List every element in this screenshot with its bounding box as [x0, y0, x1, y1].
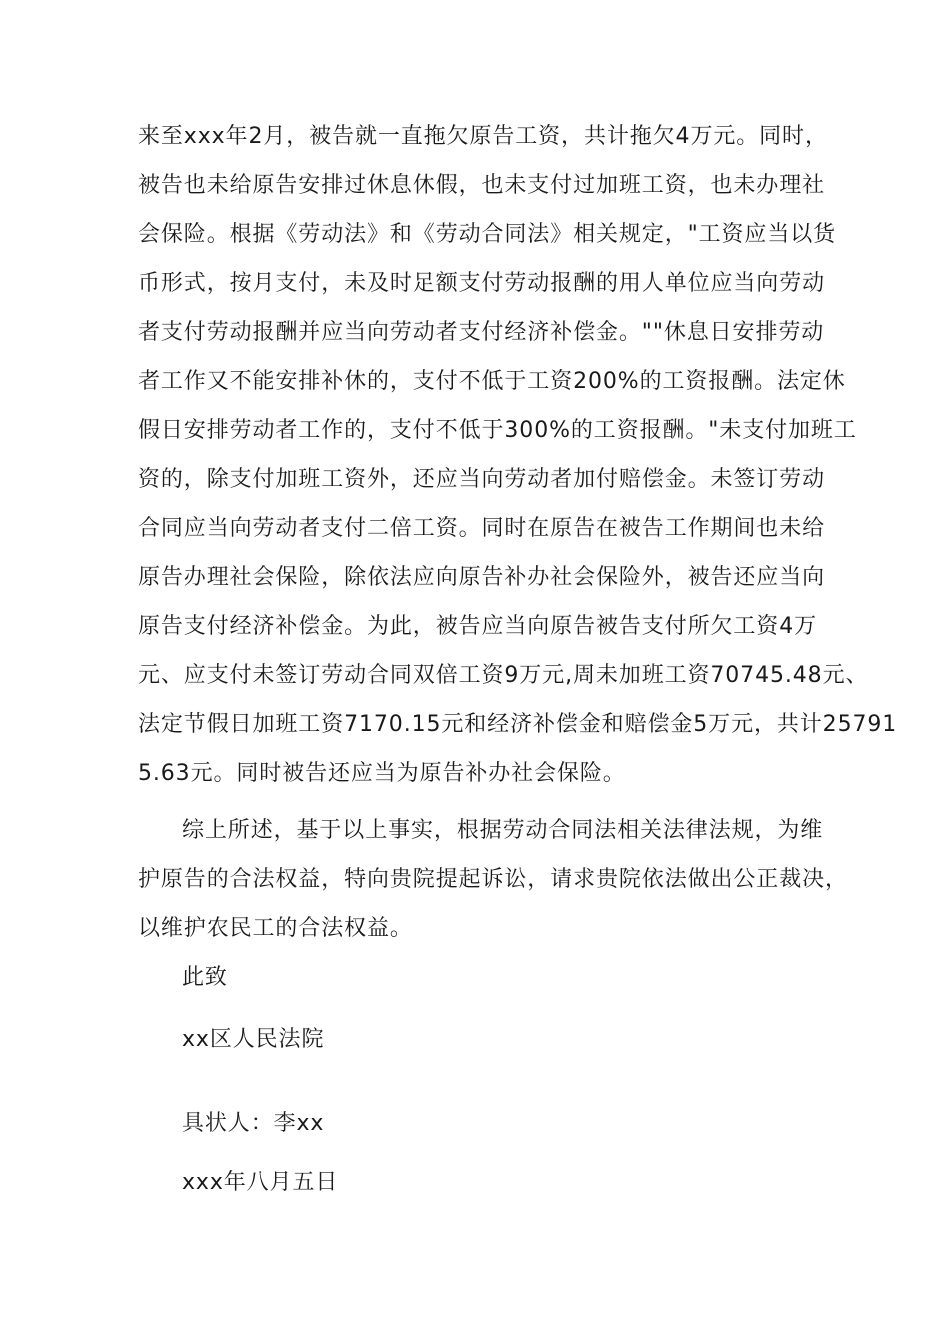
paragraph-2-line: 综上所述，基于以上事实，根据劳动合同法相关法律法规，为维 [182, 818, 824, 843]
paragraph-1-line: 元、应支付未签订劳动合同双倍工资9万元,周未加班工资70745.48元、 [138, 663, 869, 688]
paragraph-1-line: 币形式，按月支付，未及时足额支付劳动报酬的用人单位应当向劳动 [138, 271, 826, 296]
date-line: xxx年八月五日 [182, 1170, 339, 1195]
paragraph-2-line: 以维护农民工的合法权益。 [138, 916, 413, 941]
paragraph-1-line: 原告支付经济补偿金。为此，被告应当向原告被告支付所欠工资4万 [138, 614, 817, 639]
paragraph-1-line: 来至xxx年2月，被告就一直拖欠原告工资，共计拖欠4万元。同时， [138, 124, 828, 149]
paragraph-1-line: 者支付劳动报酬并应当向劳动者支付经济补偿金。""休息日安排劳动 [138, 320, 825, 345]
paragraph-1-line: 被告也未给原告安排过休息休假，也未支付过加班工资，也未办理社 [138, 173, 826, 198]
paragraph-1-line: 原告办理社会保险，除依法应向原告补办社会保险外，被告还应当向 [138, 565, 826, 590]
paragraph-1-line: 法定节假日加班工资7170.15元和经济补偿金和赔偿金5万元，共计25791 [138, 712, 898, 737]
recipient-court: xx区人民法院 [182, 1027, 325, 1052]
paragraph-gap [138, 798, 814, 806]
paragraph-1-line: 5.63元。同时被告还应当为原告补办社会保险。 [138, 761, 626, 786]
paragraph-1-line: 合同应当向劳动者支付二倍工资。同时在原告在被告工作期间也未给 [138, 516, 826, 541]
signature-line: 具状人：李xx [182, 1111, 325, 1136]
salutation: 此致 [182, 965, 228, 990]
paragraph-1-line: 资的，除支付加班工资外，还应当向劳动者加付赔偿金。未签订劳动 [138, 467, 826, 492]
paragraph-1-line: 会保险。根据《劳动法》和《劳动合同法》相关规定，"工资应当以货 [138, 222, 837, 247]
paragraph-1-line: 者工作又不能安排补休的，支付不低于工资200%的工资报酬。法定休 [138, 369, 846, 394]
paragraph-1-line: 假日安排劳动者工作的，支付不低于300%的工资报酬。"未支付加班工 [138, 418, 857, 443]
document-body [138, 112, 898, 953]
paragraph-2-line: 护原告的合法权益，特向贵院提起诉讼，请求贵院依法做出公正裁决， [138, 867, 848, 892]
